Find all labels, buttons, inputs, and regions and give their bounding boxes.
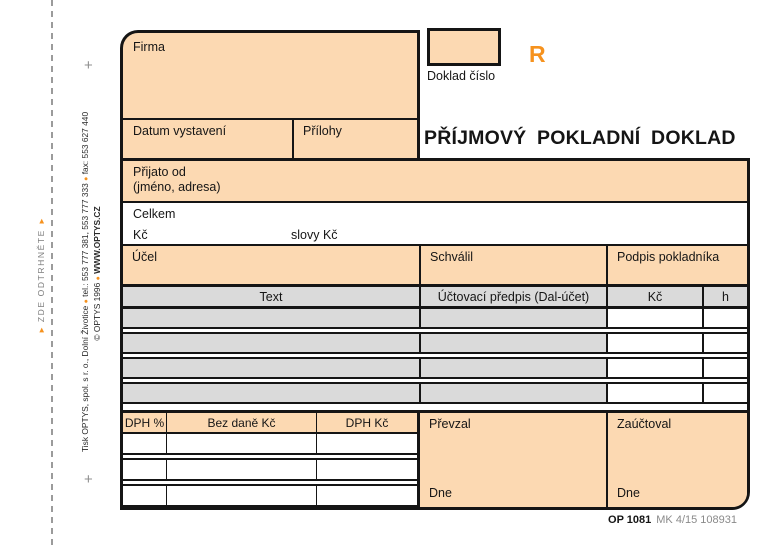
entry-cell-kc bbox=[608, 384, 704, 402]
entry-row bbox=[123, 357, 747, 379]
purpose-band bbox=[123, 246, 747, 287]
vat-cell-percent bbox=[123, 460, 167, 479]
vat-header-percent: DPH % bbox=[123, 413, 167, 432]
bullet-separator-icon: ● bbox=[83, 176, 90, 181]
vat-table bbox=[123, 413, 420, 507]
entry-cell-posting bbox=[421, 359, 608, 377]
issue-date-field: Datum vystavení bbox=[123, 120, 294, 158]
posted-by-field bbox=[608, 413, 747, 507]
entry-row bbox=[123, 309, 747, 329]
accounting-table-header bbox=[123, 287, 747, 309]
printer-website: WWW.OPTYS.CZ bbox=[92, 206, 102, 274]
received-by-label: Převzal bbox=[429, 417, 471, 432]
vat-table-header bbox=[123, 413, 417, 434]
entry-row bbox=[123, 382, 747, 404]
column-header-posting: Účtovací předpis (Dal-účet) bbox=[421, 287, 608, 306]
amount-in-words-label: slovy Kč bbox=[291, 227, 338, 242]
entry-cell-text bbox=[123, 359, 421, 377]
total-band bbox=[123, 203, 747, 247]
entry-cell-posting bbox=[421, 384, 608, 402]
date-attachments-row bbox=[123, 118, 417, 158]
column-header-h: h bbox=[722, 290, 729, 305]
posted-by-date-label: Dne bbox=[617, 486, 640, 501]
vat-header-vat-kc: DPH Kč bbox=[345, 416, 389, 431]
entry-cell-text bbox=[123, 309, 421, 327]
bullet-separator-icon: ● bbox=[95, 276, 102, 281]
tear-here-text: ZDE ODTRHNĚTE bbox=[36, 229, 46, 323]
form-title: PŘÍJMOVÝ POKLADNÍ DOKLAD bbox=[424, 127, 736, 149]
entry-cell-h bbox=[704, 359, 747, 377]
form-imprint bbox=[608, 514, 737, 526]
total-label: Celkem bbox=[133, 206, 176, 221]
entry-cell-h bbox=[704, 384, 747, 402]
entry-cell-h bbox=[704, 334, 747, 352]
printer-info-line1 bbox=[80, 95, 92, 452]
entry-cell-h bbox=[704, 309, 747, 327]
document-number-box bbox=[427, 28, 501, 66]
vat-cell-vat-kc bbox=[317, 434, 417, 453]
bullet-separator-icon: ● bbox=[83, 299, 90, 304]
entry-cell-posting bbox=[421, 334, 608, 352]
entry-cell-kc bbox=[608, 309, 704, 327]
receipt-type-mark: R bbox=[529, 41, 546, 67]
accounting-table bbox=[123, 287, 747, 410]
entry-cell-posting bbox=[421, 309, 608, 327]
attachments-field: Přílohy bbox=[303, 124, 342, 138]
amount-kc-label: Kč bbox=[133, 227, 148, 242]
vat-header-net: Bez daně Kč bbox=[167, 413, 317, 432]
registration-mark-bottom: + bbox=[84, 471, 93, 488]
printer-info-line2 bbox=[92, 95, 104, 452]
printer-tel: tel.: 553 777 381, 553 777 333 bbox=[80, 183, 90, 297]
entry-cell-kc bbox=[608, 359, 704, 377]
vat-row bbox=[123, 434, 417, 455]
column-header-kc: Kč bbox=[608, 287, 704, 306]
vat-cell-net bbox=[167, 486, 317, 505]
purpose-field: Účel bbox=[123, 246, 421, 284]
company-label: Firma bbox=[133, 40, 165, 54]
printer-company: Tisk OPTYS, spol. s r. o., Dolní Životice bbox=[80, 305, 90, 452]
printer-info bbox=[80, 95, 104, 452]
vat-cell-vat-kc bbox=[317, 460, 417, 479]
received-by-field bbox=[420, 413, 608, 507]
entry-cell-text bbox=[123, 334, 421, 352]
vat-row bbox=[123, 458, 417, 481]
vat-cell-net bbox=[167, 434, 317, 453]
vat-cell-vat-kc bbox=[317, 486, 417, 505]
received-from-sublabel: (jméno, adresa) bbox=[133, 180, 221, 194]
approved-by-field: Schválil bbox=[421, 246, 608, 284]
bottom-section bbox=[123, 410, 747, 507]
received-from-label: Přijato od bbox=[133, 165, 186, 179]
entry-cell-text bbox=[123, 384, 421, 402]
form-code: OP 1081 bbox=[608, 514, 652, 526]
vat-row bbox=[123, 484, 417, 507]
printer-copyright: © OPTYS 1996 bbox=[92, 282, 102, 341]
registration-mark-top: + bbox=[84, 57, 93, 74]
column-header-text: Text bbox=[123, 287, 421, 306]
received-by-date-label: Dne bbox=[429, 486, 452, 501]
vat-cell-net bbox=[167, 460, 317, 479]
perforation-dashed-line bbox=[51, 0, 53, 550]
entry-row bbox=[123, 332, 747, 354]
entry-cell-kc bbox=[608, 334, 704, 352]
document-number-label: Doklad číslo bbox=[427, 69, 496, 83]
cashier-signature-field: Podpis pokladníka bbox=[617, 250, 720, 265]
vat-cell-percent bbox=[123, 486, 167, 505]
printer-fax: fax: 553 627 440 bbox=[80, 111, 90, 175]
company-box bbox=[120, 30, 420, 158]
tear-here-label bbox=[36, 217, 46, 334]
vat-cell-percent bbox=[123, 434, 167, 453]
form-print-info: MK 4/15 108931 bbox=[656, 514, 737, 526]
posted-by-label: Zaúčtoval bbox=[617, 417, 672, 432]
received-from-band bbox=[123, 161, 747, 203]
tear-arrow-icon: ► bbox=[37, 217, 46, 226]
tear-arrow-icon: ► bbox=[37, 326, 46, 334]
form-body bbox=[120, 158, 750, 510]
